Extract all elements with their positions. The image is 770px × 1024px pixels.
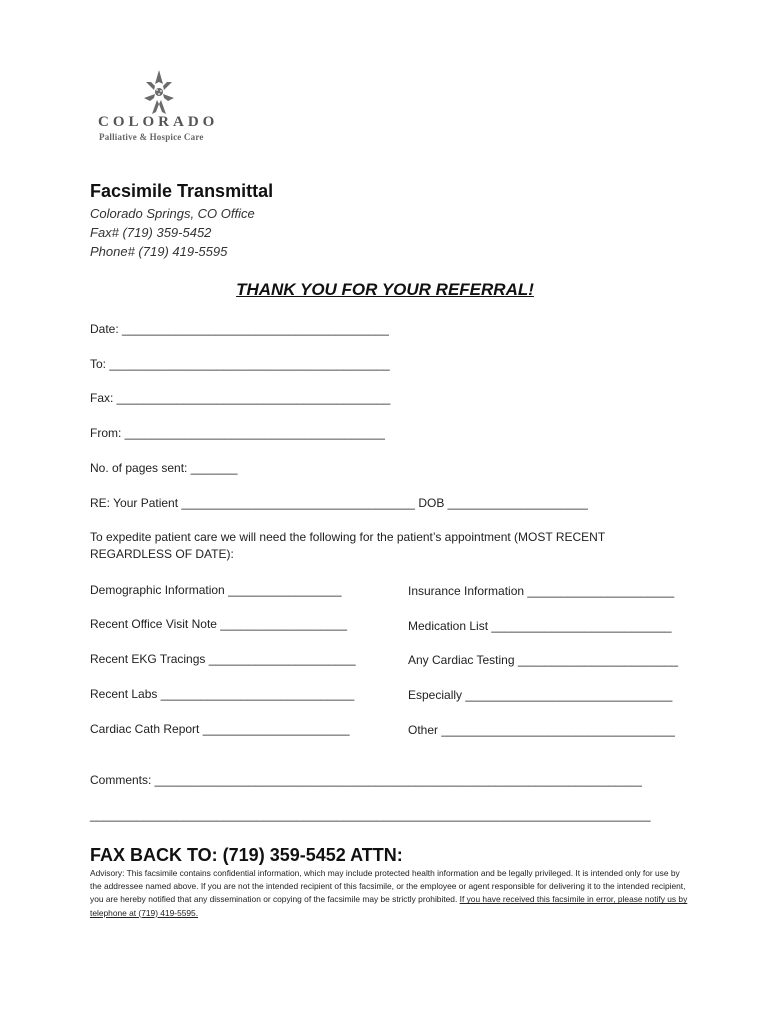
insurance-info-field[interactable]: Insurance Information ______________________ bbox=[408, 584, 675, 598]
date-field[interactable]: Date: ________________________________________ bbox=[90, 322, 389, 336]
cardiac-cath-field[interactable]: Cardiac Cath Report ______________________ bbox=[90, 722, 350, 736]
office-phone: Phone# (719) 419-5595 bbox=[90, 244, 228, 259]
logo-subtitle: Palliative & Hospice Care bbox=[99, 132, 204, 142]
ekg-tracings-field[interactable]: Recent EKG Tracings ______________________ bbox=[90, 652, 356, 666]
advisory-contact: If you have received this facsimile in error, please notify us by telephone at (719) 419-5595. bbox=[90, 894, 688, 918]
to-field[interactable]: To: __________________________________________ bbox=[90, 357, 390, 371]
office-fax: Fax# (719) 359-5452 bbox=[90, 225, 212, 240]
office-visit-note-field[interactable]: Recent Office Visit Note ___________________ bbox=[90, 617, 348, 631]
instructions-text: To expedite patient care we will need the following for the patient’s appointment (MOST RECENT REGARDLESS OF DATE): bbox=[90, 530, 605, 561]
fax-back-heading: FAX BACK TO: (719) 359-5452 ATTN: bbox=[90, 845, 403, 865]
demographic-info-field[interactable]: Demographic Information _________________ bbox=[90, 583, 342, 597]
medication-list-field[interactable]: Medication List ___________________________ bbox=[408, 619, 672, 633]
especially-field[interactable]: Especially _______________________________ bbox=[408, 688, 673, 702]
document-title: Facsimile Transmittal bbox=[90, 181, 274, 201]
from-field[interactable]: From: _______________________________________ bbox=[90, 426, 385, 440]
advisory-notice bbox=[90, 867, 690, 920]
fax-field[interactable]: Fax: _________________________________________ bbox=[90, 391, 391, 405]
cardiac-testing-field[interactable]: Any Cardiac Testing ________________________ bbox=[408, 653, 679, 667]
other-field[interactable]: Other ___________________________________ bbox=[408, 723, 675, 737]
logo-wordmark: COLORADO bbox=[98, 114, 219, 130]
comments-field[interactable]: Comments: _________________________________________________________________________ bbox=[90, 773, 642, 787]
office-location: Colorado Springs, CO Office bbox=[90, 206, 255, 221]
company-logo bbox=[96, 68, 221, 148]
advisory-text: Advisory: This facsimile contains confidential information, which may include protected health information and be legally privileged. It is intended only for use by the addressee named above. If you are not the intended recipient of this facsimile, or the employee or agent responsible for delivering it to the intended recipient, you are hereby notified that any dissemination or copying of the facsimile may be strictly prohibited. bbox=[90, 868, 686, 905]
recent-labs-field[interactable]: Recent Labs _____________________________ bbox=[90, 687, 355, 701]
patient-dob-field[interactable]: RE: Your Patient ___________________________________ DOB _____________________ bbox=[90, 496, 588, 510]
pages-field[interactable]: No. of pages sent: _______ bbox=[90, 461, 238, 475]
star-flower-icon bbox=[124, 68, 194, 116]
thank-you-heading: THANK YOU FOR YOUR REFERRAL! bbox=[236, 280, 534, 299]
comments-line-2[interactable]: ____________________________________________________________________________________ bbox=[90, 808, 651, 822]
